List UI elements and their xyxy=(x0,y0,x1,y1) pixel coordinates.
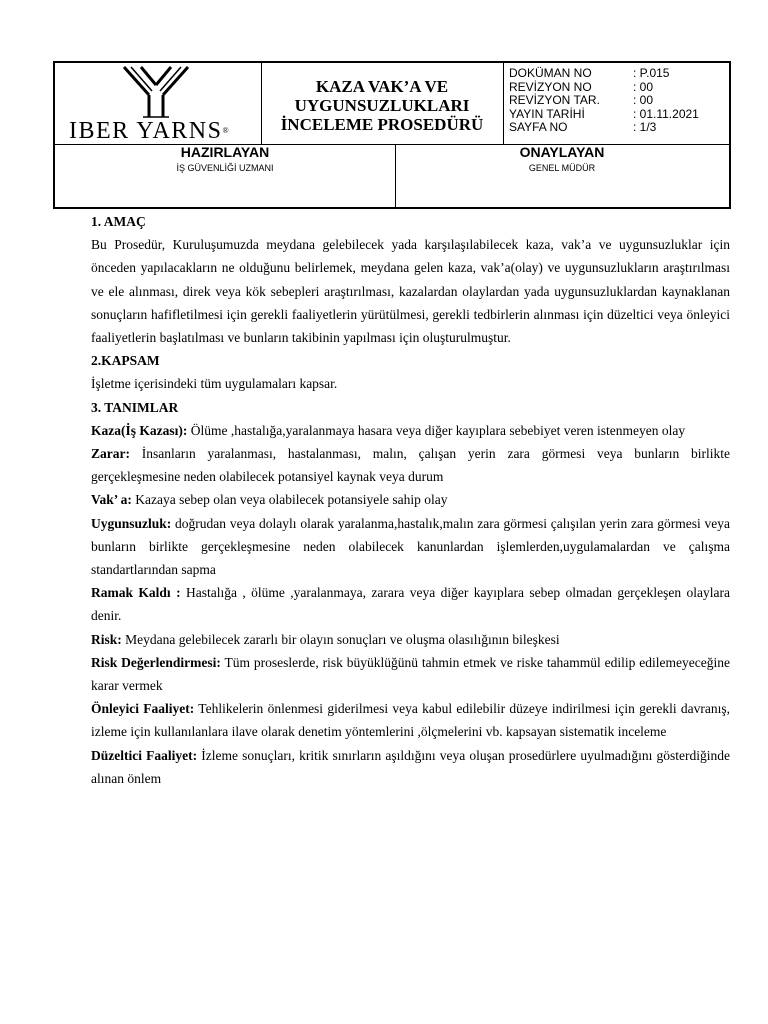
meta-doc-no: DOKÜMAN NO : P.015 xyxy=(509,66,670,80)
definition-text: Meydana gelebilecek zararlı bir olayın sonuçları ve oluşma olasılığının bileşkesi xyxy=(121,631,560,647)
iber-yarns-logo-icon xyxy=(121,65,191,121)
logo-wordmark: IBER YARNS® xyxy=(69,118,229,144)
prepared-by-title: HAZIRLAYAN xyxy=(180,144,270,160)
meta-revision-no: REVİZYON NO : 00 xyxy=(509,79,654,94)
definition-term: Risk: xyxy=(91,631,122,647)
definition-item xyxy=(91,628,730,651)
definition-item xyxy=(91,581,730,627)
definition-text: Tüm proseslerde, risk büyüklüğünü tahmin etmek ve riske tahammül edilip edilemeyeceğine karar vermek xyxy=(91,654,730,694)
definition-item xyxy=(91,651,730,697)
approved-by-title: ONAYLAYAN xyxy=(519,144,605,160)
section-text-kapsam: İşletme içerisindeki tüm uygulamaları kapsar. xyxy=(91,376,338,392)
definition-item xyxy=(91,744,730,790)
definition-term: Ramak Kaldı : xyxy=(91,585,181,601)
definition-item xyxy=(91,442,730,488)
definition-term: Risk Değerlendirmesi: xyxy=(91,654,221,670)
section-heading-amac: 1. AMAÇ xyxy=(91,214,146,229)
title-line: İNCELEME PROSEDÜRÜ xyxy=(280,115,484,134)
definition-item xyxy=(91,512,730,582)
meta-revision-date: REVİZYON TAR. : 00 xyxy=(509,93,654,107)
prepared-by-cell xyxy=(55,144,396,207)
definition-term: Vak’ a: xyxy=(91,492,132,508)
definition-term: Kaza(İş Kazası): xyxy=(91,422,188,438)
definition-term: Uygunsuzluk: xyxy=(91,515,172,531)
document-header-table xyxy=(53,61,731,209)
document-body xyxy=(91,210,730,790)
header-top-row xyxy=(55,63,729,145)
meta-page-no: SAYFA NO : 1/3 xyxy=(509,120,657,134)
document-title xyxy=(281,77,484,134)
meta-publish-date: YAYIN TARİHİ : 01.11.2021 xyxy=(509,106,699,121)
definition-text: Tehlikelerin önlenmesi giderilmesi veya kabul edilebilir düzeye indirilmesi için gerekli davranış, izleme için kullanılanlara ilave olarak denetim yöntemlerini ,ölçmelerini vb. kapsayan sistematik inceleme xyxy=(91,701,730,740)
definition-text: Hastalığa , ölüme ,yaralanmaya, zarara veya diğer kayıplara sebep olmadan gerçekleşen olaylara denir. xyxy=(91,585,730,624)
definition-text: Ölüme ,hastalığa,yaralanmaya hasara veya diğer kayıplara sebebiyet veren istenmeyen olay xyxy=(187,422,686,438)
section-heading-kapsam: 2.KAPSAM xyxy=(91,353,160,369)
definition-term: Düzeltici Faaliyet: xyxy=(91,747,198,763)
definition-item xyxy=(91,488,730,511)
approved-by-cell xyxy=(395,144,729,207)
document-meta-cell xyxy=(503,63,729,144)
definition-term: Önleyici Faaliyet: xyxy=(91,701,195,717)
header-signature-row xyxy=(55,144,729,207)
definition-term: Zarar: xyxy=(91,446,130,462)
document-title-cell xyxy=(261,63,504,144)
definition-text: İzleme sonuçları, kritik sınırların aşıldığını veya oluşan prosedürlere uyulmadığını gösterdiğinde alınan önlem xyxy=(91,747,730,786)
definition-text: İnsanların yaralanması, hastalanması, malın, çalışan yerin zara görmesi veya bunların birlikte gerçekleşmesine neden olabilecek potansiyel kaynak veya durum xyxy=(91,446,730,485)
approved-by-role: GENEL MÜDÜR xyxy=(528,163,596,173)
title-line: KAZA VAK’A VE xyxy=(315,77,449,96)
section-text-amac: Bu Prosedür, Kuruluşumuzda meydana gelebilecek yada karşılaşılabilecek kaza, vak’a ve uygunsuzluklar için önceden yapılacakların ne olduğunu belirlemek, meydana gelen kaza, vak’a(olay) ve uygunsuzlukların araştırılması ve ele alınması, direk veya kök sebepleri araştırılması, kazalardan olaylardan yada uygunsuzluklardan kaynaklanan sonuçların hafifletilmesi için gerekli faaliyetlerin yürütülmesi, gerekli tedbirlerin alınması için düzeltici veya önleyici faaliyetlerin başlatılması ve bunların takibinin yapılması için oluşturulmuştur. xyxy=(91,237,730,346)
logo-cell xyxy=(55,63,262,144)
definition-text: Kazaya sebep olan veya olabilecek potansiyele sahip olay xyxy=(131,492,448,508)
title-line: UYGUNSUZLUKLARI xyxy=(294,96,470,115)
definition-text: doğrudan veya dolaylı olarak yaralanma,hastalık,malın zara görmesi çalışılan yerin zara görmesi veya bunların birlikte gerçekleşmesine neden olabilecek kanunlardan işlemlerden,uygulamalardan ve çalışma standartlarından sapma xyxy=(91,515,730,578)
section-heading-tanimlar: 3. TANIMLAR xyxy=(91,399,179,415)
definition-item xyxy=(91,697,730,743)
prepared-by-role: İŞ GÜVENLİĞİ UZMANI xyxy=(176,163,274,173)
definition-item xyxy=(91,419,730,442)
